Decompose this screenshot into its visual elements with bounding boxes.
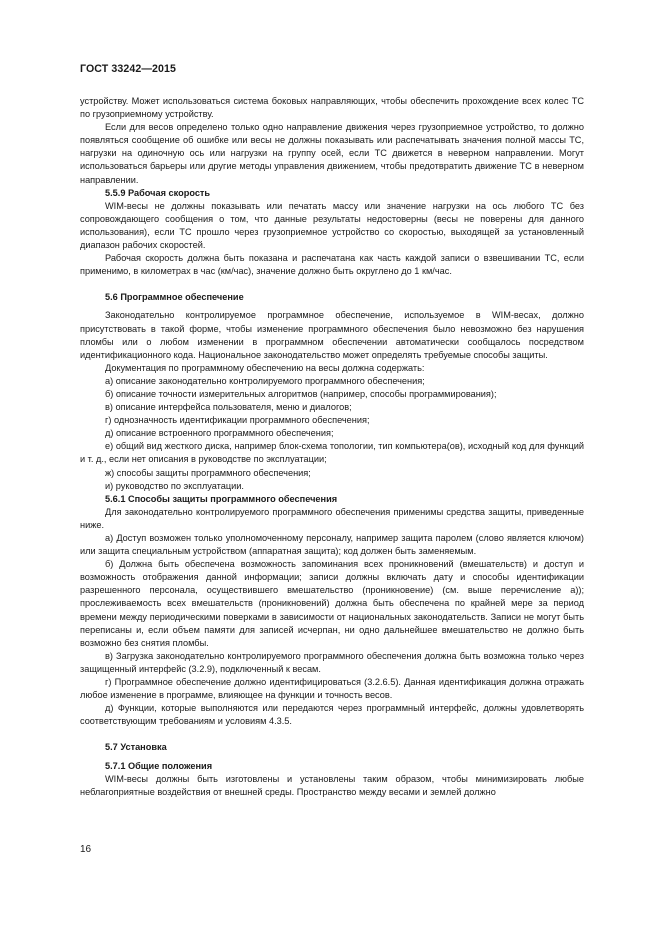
paragraph: Если для весов определено только одно направление движения через грузоприемное устройство, то должно появляться сообщение об ошибке или весы не должны показывать или распечатывать значения полной массы ТС, нагрузки на одиночную ось или нагрузки на группу осей, если ТС движется в неверном направлении. Могут использоваться барьеры или другие методы управления движением, чтобы предотвратить движение ТС в неверном направлении.: [80, 122, 584, 185]
section-heading: 5.7.1 Общие положения: [105, 760, 213, 771]
paragraph: устройству. Может использоваться система боковых направляющих, чтобы обеспечить прохождение всех колес ТС по грузоприемному устройству.: [80, 96, 584, 120]
paragraph: в) Загрузка законодательно контролируемого программного обеспечения должна быть возможна только через защищенный интерфейс (3.2.9), подключенный к весам.: [80, 650, 584, 674]
paragraph: а) описание законодательно контролируемого программного обеспечения;: [105, 375, 425, 386]
paragraph: б) описание точности измерительных алгоритмов (например, способы программирования);: [105, 388, 497, 399]
paragraph: Документация по программному обеспечению на весы должна содержать:: [105, 362, 425, 373]
section-heading: 5.6.1 Способы защиты программного обеспечения: [105, 493, 338, 504]
paragraph: г) однозначность идентификации программного обеспечения;: [105, 415, 370, 426]
paragraph: WIM-весы не должны показывать или печатать массу или значение нагрузки на ось любого ТС без сопровождающего сообщения о том, что данные результаты недостоверны (весы не поверены для данного использования), если ТС прошло через грузоприемное устройство со скоростью, выходящей за установленный диапазон рабочих скоростей.: [80, 200, 584, 251]
paragraph: г) Программное обеспечение должно идентифицироваться (3.2.6.5). Данная идентификация должна отражать любое изменение в программе, влияющее на функции и точность весов.: [80, 677, 584, 701]
paragraph: в) описание интерфейса пользователя, меню и диалогов;: [105, 402, 352, 413]
paragraph: Законодательно контролируемое программное обеспечение, используемое в WIM-весах, должно присутствовать в такой форме, чтобы изменение программного обеспечения было невозможно без нарушения пломбы или о любом изменении в программном обеспечении автоматически сообщалось посредством идентификационного кода. Национальное законодательство может определять требуемые способы защиты.: [80, 310, 584, 360]
paragraph: Рабочая скорость должна быть показана и распечатана как часть каждой записи о взвешивании ТС, если применимо, в километрах в час (км/час), значение должно быть округлено до 1 км/час.: [80, 253, 584, 277]
paragraph: WIM-весы должны быть изготовлены и установлены таким образом, чтобы минимизировать любые неблагоприятные воздействия от внешней среды. Пространство между весами и землей должно: [80, 773, 584, 797]
paragraph: ж) способы защиты программного обеспечения;: [105, 467, 311, 478]
section-heading: 5.6 Программное обеспечение: [105, 292, 244, 303]
paragraph: а) Доступ возможен только уполномоченному персоналу, например защита паролем (слово является ключом) или защита специальным устройством (аппаратная защита); код должен быть заменяемым.: [80, 533, 584, 557]
document-header: ГОСТ 33242—2015: [80, 63, 177, 75]
document-body: [80, 95, 584, 799]
paragraph: д) описание встроенного программного обеспечения;: [105, 428, 334, 439]
page-number: 16: [80, 844, 92, 855]
section-heading: 5.5.9 Рабочая скорость: [105, 187, 211, 198]
paragraph: и) руководство по эксплуатации.: [105, 480, 244, 491]
paragraph: д) Функции, которые выполняются или передаются через программный интерфейс, должны удовлетворять соответствующим требованиям и условиям 4.3.5.: [80, 703, 584, 727]
section-heading: 5.7 Установка: [105, 742, 167, 753]
paragraph: б) Должна быть обеспечена возможность запоминания всех проникновений (вмешательств) и доступ и возможность отображения данной информации; записи должны включать дату и способы идентификации разрешенного персонала, осуществившего вмешательство (проникновение) (см. выше перечисление а)); прослеживаемость всех вмешательств (проникновений) должна быть обеспечена по крайней мере за период времени между периодическими поверками в зависимости от национальных законодательств. Записи не могут быть переписаны и, если объем памяти для записей исчерпан, ни одно дальнейшее вмешательство не должно быть возможно без снятия пломбы.: [80, 559, 584, 648]
paragraph: Для законодательно контролируемого программного обеспечения применимы средства защиты, приведенные ниже.: [80, 506, 584, 530]
paragraph: е) общий вид жесткого диска, например блок-схема топологии, тип компьютера(ов), исходный код для функций и т. д., если нет описания в руководстве по эксплуатации;: [80, 441, 584, 465]
